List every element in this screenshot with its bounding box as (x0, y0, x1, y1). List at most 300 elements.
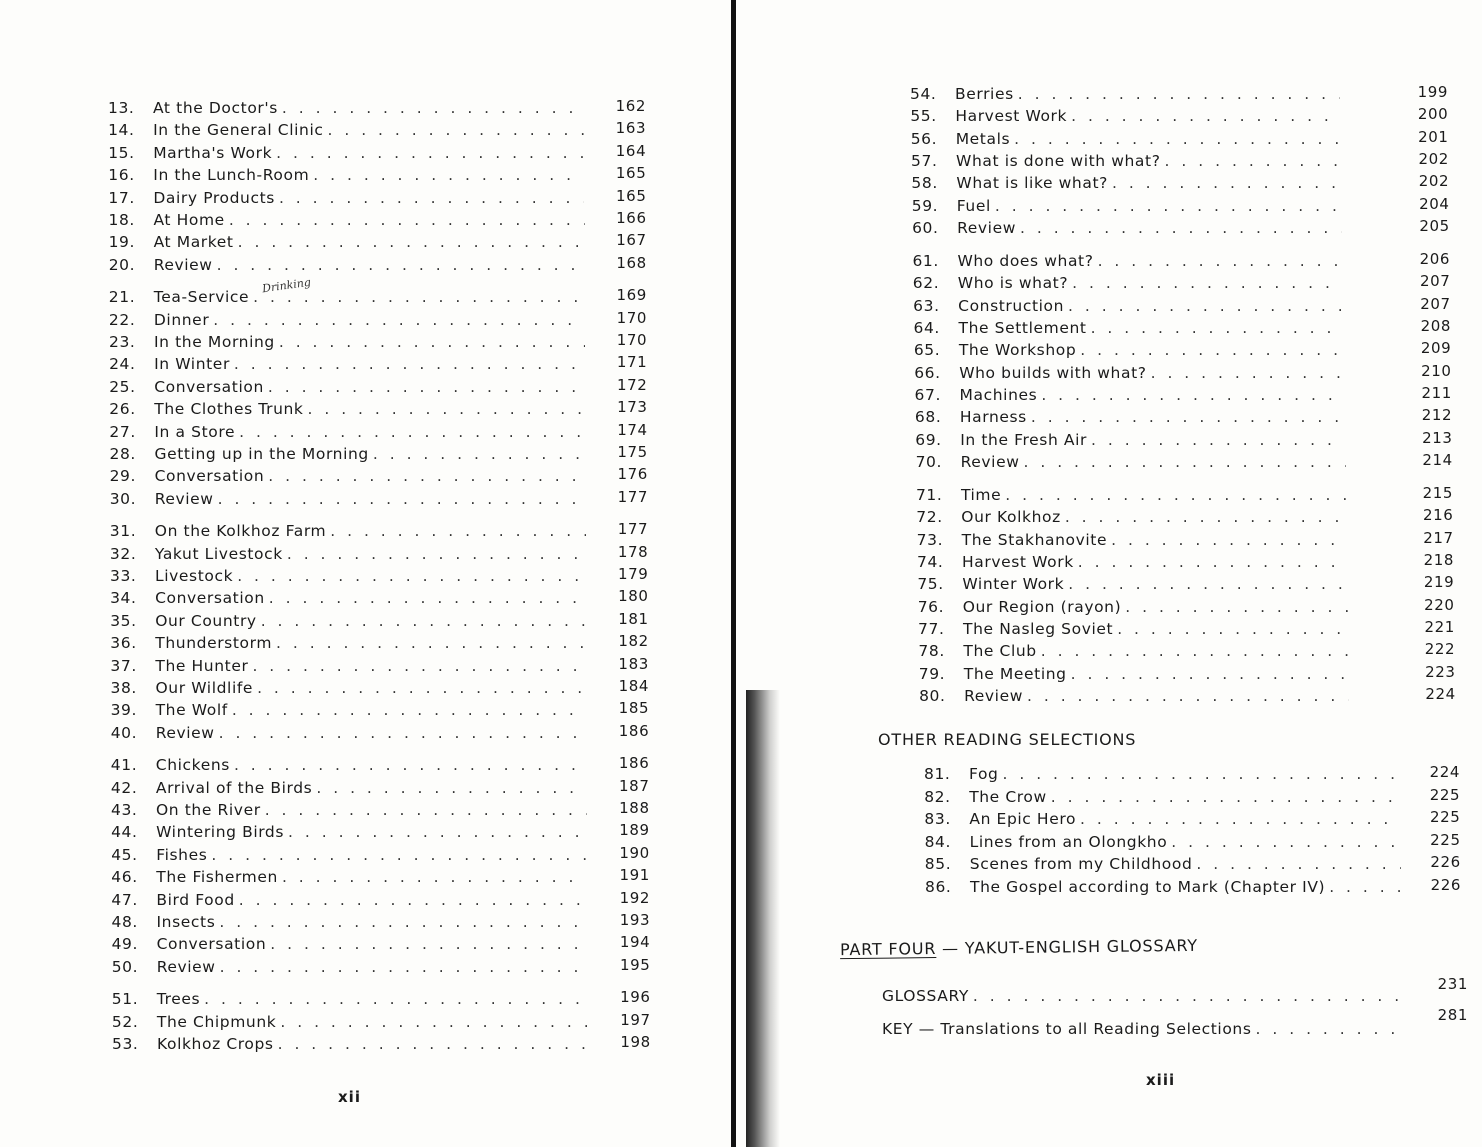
leader-dots (1024, 453, 1346, 471)
entry-page: 226 (1430, 875, 1461, 894)
entry-number: 72. (916, 508, 943, 527)
entry-title: The Wolf (155, 701, 228, 720)
entry-page: 183 (618, 654, 649, 673)
entry-title: Machines (959, 385, 1038, 404)
leader-dots (1071, 665, 1349, 683)
entry-number: 76. (917, 597, 945, 616)
entry-page: 222 (1424, 640, 1456, 659)
entry-page: 218 (1423, 551, 1454, 569)
leader-dots (282, 868, 587, 886)
entry-title: Chickens (155, 756, 230, 775)
entry-number: 22. (108, 310, 136, 329)
toc-entry (913, 339, 1452, 360)
entry-page: 209 (1420, 339, 1452, 358)
entry-number: 62. (912, 274, 940, 293)
entry-title: Conversation (154, 377, 264, 396)
entry-title: Our Region (rayon) (962, 597, 1122, 616)
leader-dots (330, 522, 586, 540)
glossary-page: 231 (1437, 975, 1468, 993)
toc-entry (924, 763, 1460, 783)
toc-entry (111, 843, 650, 864)
entry-number: 64. (913, 319, 940, 337)
toc-entry (109, 398, 648, 419)
entry-page: 225 (1430, 830, 1461, 849)
leader-dots (239, 891, 588, 909)
entry-title: The Fishermen (156, 868, 278, 887)
toc-entry (110, 721, 650, 742)
toc-entry (109, 375, 648, 396)
entry-title: At the Doctor's (153, 99, 278, 117)
toc-entry (917, 595, 1455, 616)
entry-number: 81. (924, 765, 951, 783)
entry-page: 211 (1421, 383, 1452, 402)
entry-number: 24. (109, 355, 136, 374)
leader-dots (1068, 297, 1343, 315)
entry-number: 27. (109, 422, 136, 441)
entry-number: 44. (111, 823, 138, 842)
toc-entry (916, 528, 1454, 549)
toc-entry (918, 617, 1455, 638)
entry-title: Review (960, 452, 1020, 471)
toc-entry (111, 888, 651, 909)
entry-page: 184 (618, 677, 649, 695)
key-page: 281 (1437, 1006, 1468, 1024)
entry-number: 25. (109, 377, 136, 396)
entry-number: 13. (108, 99, 135, 117)
entry-title: The Nasleg Soviet (963, 619, 1114, 638)
entry-title: Berries (955, 85, 1014, 103)
toc-entry (911, 194, 1450, 215)
entry-page: 201 (1418, 127, 1449, 146)
entry-number: 40. (110, 723, 138, 742)
toc-entry (912, 272, 1451, 293)
entry-number: 57. (911, 151, 938, 170)
entry-number: 31. (109, 522, 137, 541)
entry-title: On the Kolkhoz Farm (154, 522, 327, 541)
toc-entry (111, 955, 651, 976)
leader-dots (253, 288, 585, 306)
part-four-label: PART FOUR (839, 939, 937, 960)
entry-page: 186 (618, 721, 650, 740)
page-number-left: xii (338, 1088, 361, 1106)
toc-entry (111, 988, 651, 1009)
leader-dots (1256, 1020, 1402, 1038)
entry-title: Review (155, 723, 215, 742)
toc-entry (108, 186, 647, 207)
key-entry (882, 1006, 1468, 1038)
part-four-title: YAKUT-ENGLISH GLOSSARY (964, 935, 1198, 958)
toc-entry (108, 141, 647, 162)
entry-number: 55. (910, 107, 937, 126)
entry-page: 189 (619, 821, 650, 840)
entry-page: 204 (1419, 194, 1450, 213)
entry-page: 173 (617, 398, 648, 417)
leader-dots (232, 701, 587, 719)
entry-page: 192 (619, 888, 651, 907)
entry-title: In the Fresh Air (960, 430, 1088, 449)
toc-entry (911, 149, 1449, 170)
entry-title: Harvest Work (955, 107, 1068, 126)
entry-number: 63. (913, 296, 940, 315)
toc-entry (110, 565, 649, 585)
entry-number: 19. (108, 233, 136, 252)
leader-dots (1014, 130, 1341, 148)
entry-page: 164 (615, 141, 647, 160)
toc-entry (111, 866, 650, 887)
entry-number: 67. (914, 385, 941, 404)
part-four-heading (840, 936, 1198, 959)
toc-entry (108, 209, 647, 229)
leader-dots (1117, 620, 1348, 638)
leader-dots (1072, 274, 1343, 292)
entry-title: Who is what? (957, 274, 1069, 293)
entry-page: 171 (616, 353, 648, 372)
entry-page: 225 (1429, 808, 1461, 826)
leader-dots (279, 333, 585, 351)
entry-title: The Stakhanovite (961, 530, 1108, 549)
entry-number: 14. (108, 121, 135, 140)
leader-dots (257, 679, 586, 697)
toc-entry (108, 286, 647, 307)
toc-entry (111, 799, 650, 819)
entry-page: 215 (1422, 484, 1454, 503)
entry-title: Review (153, 255, 213, 274)
entry-title: Tea-Service (153, 288, 250, 307)
entry-title: Getting up in the Morning (154, 445, 369, 463)
other-reading-heading: OTHER READING SELECTIONS (878, 730, 1137, 749)
toc-entry (924, 830, 1461, 851)
entry-title: Arrival of the Birds (155, 778, 313, 797)
entry-number: 32. (109, 544, 137, 563)
entry-page: 170 (616, 331, 648, 349)
toc-entry (915, 450, 1453, 471)
entry-page: 221 (1424, 617, 1455, 636)
entry-page: 202 (1418, 172, 1450, 191)
leader-dots (220, 958, 588, 976)
entry-number: 75. (917, 575, 944, 594)
entry-number: 28. (109, 445, 136, 463)
leader-dots (1112, 174, 1341, 192)
toc-entry (110, 654, 649, 675)
entry-number: 56. (910, 129, 938, 148)
entry-title: Harvest Work (962, 553, 1074, 571)
leader-dots (1196, 855, 1400, 873)
leader-dots (1068, 575, 1347, 593)
entry-number: 45. (111, 845, 138, 864)
entry-page: 168 (616, 253, 647, 272)
entry-page: 205 (1419, 216, 1450, 235)
leader-dots (1051, 788, 1400, 806)
entry-title: The Club (963, 642, 1037, 661)
entry-title: The Hunter (155, 656, 249, 675)
entry-number: 73. (916, 530, 944, 549)
entry-page: 199 (1417, 83, 1448, 101)
entry-number: 79. (918, 664, 946, 683)
entry-page: 193 (619, 911, 651, 929)
key-title: KEY — Translations to all Reading Selections (882, 1020, 1252, 1038)
entry-number: 50. (111, 957, 139, 976)
entry-title: In the General Clinic (153, 121, 324, 140)
entry-number: 49. (111, 935, 139, 954)
leader-dots (308, 400, 586, 418)
leader-dots (288, 823, 587, 841)
entry-number: 16. (108, 166, 135, 185)
entry-number: 71. (915, 486, 943, 505)
entry-page: 200 (1417, 105, 1449, 124)
toc-entry (110, 776, 650, 797)
toc-entry (917, 551, 1454, 571)
entry-title: Our Country (155, 611, 257, 630)
toc-entry (912, 216, 1450, 237)
entry-title: Fuel (956, 196, 991, 215)
toc-entry (110, 754, 650, 775)
entry-page: 225 (1429, 785, 1461, 804)
entry-page: 181 (618, 609, 649, 628)
entry-title: Construction (958, 296, 1065, 315)
leader-dots (229, 211, 585, 229)
entry-number: 21. (108, 288, 136, 307)
toc-entry (924, 785, 1461, 806)
entry-page: 207 (1419, 272, 1451, 291)
entry-title: Conversation (154, 467, 265, 486)
toc-entry (912, 250, 1451, 271)
leader-dots (268, 378, 585, 396)
toc-entry (109, 443, 648, 463)
entry-page: 219 (1423, 573, 1455, 592)
leader-dots (1071, 107, 1340, 125)
entry-number: 18. (108, 211, 135, 229)
entry-title: The Meeting (963, 664, 1067, 683)
entry-title: Fishes (156, 845, 208, 864)
entry-number: 41. (110, 756, 138, 775)
leader-dots (1078, 553, 1347, 571)
entry-page: 196 (620, 988, 651, 1007)
toc-entry (111, 911, 651, 931)
entry-page: 175 (617, 443, 648, 461)
entry-number: 60. (912, 218, 939, 237)
glossary-entry (882, 975, 1468, 1005)
toc-entry (110, 677, 649, 697)
entry-page: 207 (1420, 294, 1451, 313)
entry-title: In a Store (154, 422, 236, 441)
entry-number: 23. (109, 333, 136, 351)
entry-number: 42. (110, 778, 138, 797)
entry-title: Review (964, 686, 1023, 705)
toc-entry (110, 699, 650, 720)
entry-title: Review (156, 957, 216, 976)
entry-number: 83. (924, 810, 951, 828)
entry-title: Winter Work (962, 575, 1065, 594)
leader-dots (234, 756, 587, 774)
leader-dots (1329, 878, 1401, 896)
entry-number: 77. (918, 619, 945, 638)
entry-page: 197 (620, 1010, 651, 1029)
entry-page: 224 (1429, 763, 1460, 781)
entry-title: Conversation (155, 589, 265, 608)
entry-title: In the Lunch-Room (153, 166, 310, 185)
entry-page: 198 (620, 1033, 651, 1051)
entry-title: Who builds with what? (959, 363, 1147, 382)
leader-dots (213, 311, 585, 329)
toc-entry (109, 331, 648, 351)
entry-number: 48. (111, 913, 138, 931)
toc-entry (108, 231, 647, 252)
toc-entry (108, 97, 646, 117)
entry-number: 78. (918, 642, 945, 661)
entry-page: 182 (618, 632, 649, 651)
entry-page: 213 (1422, 428, 1453, 447)
entry-number: 38. (110, 679, 137, 697)
leader-dots (282, 99, 584, 117)
entry-title: Our Wildlife (155, 679, 254, 697)
leader-dots (234, 355, 585, 373)
leader-dots (1091, 431, 1345, 449)
entry-page: 212 (1421, 406, 1453, 425)
entry-title: Scenes from my Childhood (969, 855, 1193, 873)
entry-number: 20. (108, 255, 136, 274)
leader-dots (1125, 598, 1347, 616)
entry-page: 185 (618, 699, 650, 718)
entry-title: The Crow (969, 787, 1047, 806)
leader-dots (1080, 341, 1344, 359)
entry-number: 59. (911, 196, 939, 215)
entry-page: 162 (615, 97, 646, 115)
entry-number: 66. (914, 363, 941, 382)
entry-title: Martha's Work (153, 143, 273, 162)
entry-title: At Market (153, 233, 234, 252)
entry-title: Our Kolkhoz (961, 508, 1061, 527)
entry-page: 214 (1422, 450, 1453, 469)
entry-page: 187 (619, 776, 650, 795)
entry-title: Metals (955, 129, 1011, 148)
leader-dots (1020, 219, 1342, 237)
toc-entry (110, 609, 649, 630)
entry-number: 17. (108, 188, 135, 207)
entry-number: 61. (912, 252, 939, 271)
leader-dots (252, 657, 586, 675)
leader-dots (1018, 85, 1340, 103)
entry-title: Livestock (155, 567, 234, 585)
entry-number: 43. (111, 801, 138, 819)
leader-dots (278, 1035, 588, 1053)
entry-page: 176 (617, 465, 648, 484)
toc-entry (914, 361, 1452, 382)
toc-entry (109, 542, 649, 563)
entry-title: The Chipmunk (156, 1012, 277, 1031)
leader-dots (217, 256, 585, 274)
entry-number: 53. (112, 1035, 139, 1053)
entry-page: 177 (617, 487, 649, 506)
entry-title: Fog (969, 765, 999, 783)
toc-entry (109, 465, 648, 486)
entry-number: 82. (924, 787, 951, 806)
toc-entry (110, 632, 649, 653)
entry-page: 165 (615, 164, 647, 183)
entry-title: Dinner (153, 310, 210, 329)
leader-dots (276, 634, 586, 652)
toc-entry (112, 1033, 651, 1053)
entry-page: 178 (617, 542, 649, 561)
entry-page: 226 (1430, 853, 1461, 871)
leader-dots (265, 801, 587, 819)
entry-page: 172 (616, 375, 648, 394)
leader-dots (1091, 319, 1344, 337)
entry-title: An Epic Hero (969, 810, 1077, 828)
entry-page: 195 (619, 955, 651, 974)
leader-dots (287, 545, 586, 563)
entry-number: 46. (111, 868, 138, 887)
entry-page: 174 (617, 420, 648, 439)
leader-dots (1027, 687, 1349, 705)
entry-page: 206 (1419, 250, 1451, 269)
entry-title: The Clothes Trunk (154, 400, 304, 419)
entry-title: What is done with what? (956, 151, 1161, 170)
entry-number: 65. (913, 341, 941, 360)
left-page (0, 0, 735, 1147)
toc-entry (910, 105, 1449, 126)
entry-title: Thunderstorm (155, 634, 273, 653)
toc-entry (910, 127, 1449, 148)
leader-dots (313, 166, 584, 184)
leader-dots (268, 467, 585, 485)
entry-number: 80. (919, 686, 946, 705)
leader-dots (1171, 833, 1400, 851)
toc-entry (925, 875, 1461, 896)
right-page (740, 0, 1482, 1147)
leader-dots (1098, 252, 1343, 270)
toc-entry (108, 253, 647, 274)
toc-entry (924, 853, 1461, 873)
entry-number: 69. (915, 430, 942, 449)
leader-dots (1031, 408, 1345, 426)
entry-number: 36. (110, 634, 137, 653)
entry-number: 33. (110, 567, 137, 585)
entry-title: Review (154, 489, 214, 508)
entry-number: 35. (110, 611, 137, 630)
leader-dots (1041, 642, 1349, 660)
toc-entry (108, 119, 647, 140)
leader-dots (1065, 508, 1346, 526)
entry-page: 179 (617, 565, 649, 583)
leader-dots (204, 990, 588, 1008)
entry-page: 188 (619, 799, 650, 817)
toc-entry (110, 587, 649, 608)
toc-entry (914, 406, 1453, 427)
leader-dots (995, 197, 1342, 215)
leader-dots (237, 567, 586, 585)
entry-title: At Home (153, 211, 225, 229)
entry-number: 26. (109, 400, 136, 419)
entry-title: The Workshop (958, 341, 1077, 360)
toc-entry (111, 933, 651, 954)
page-number-right: xiii (1146, 1071, 1176, 1089)
leader-dots (280, 1013, 588, 1031)
entry-title: Who does what? (957, 252, 1094, 271)
leader-dots (238, 233, 585, 251)
entry-number: 29. (109, 467, 137, 486)
toc-entry (916, 506, 1454, 527)
entry-number: 86. (925, 877, 952, 896)
toc-entry (919, 684, 1456, 705)
toc-entry (918, 640, 1456, 661)
handwritten-note: Drinking (261, 275, 312, 296)
entry-page: 202 (1418, 149, 1449, 168)
entry-title: Trees (156, 990, 201, 1009)
leader-dots (1165, 152, 1342, 170)
entry-number: 74. (917, 553, 944, 571)
leader-dots (1003, 765, 1401, 783)
entry-title: Lines from an Olongkho (969, 832, 1168, 851)
